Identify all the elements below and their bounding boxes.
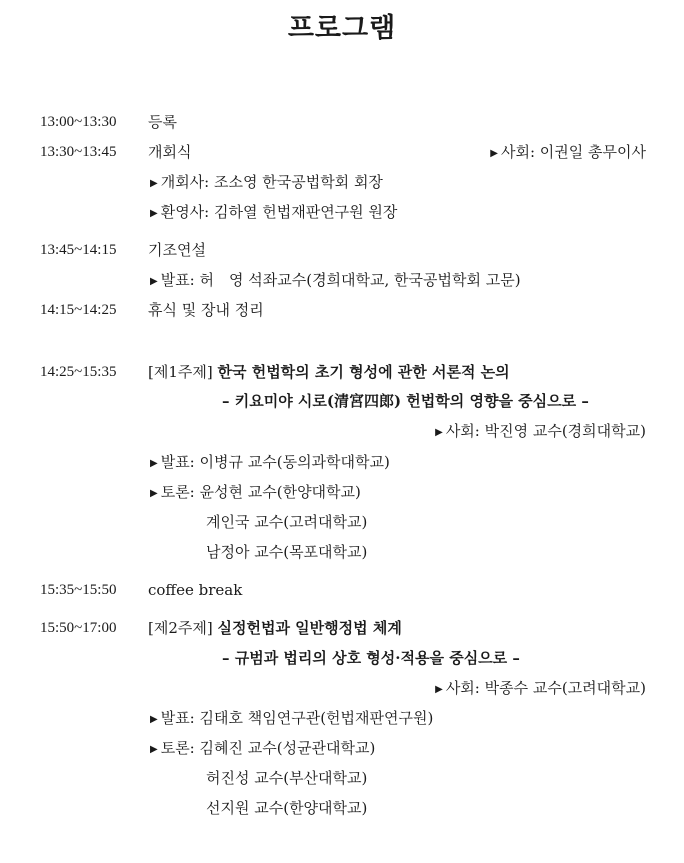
session-label: [제2주제] bbox=[148, 619, 213, 637]
bullet-triangle-icon: ▶ bbox=[150, 744, 158, 755]
discussant-line bbox=[150, 738, 375, 760]
bullet-triangle-icon: ▶ bbox=[150, 208, 158, 219]
speech-line bbox=[150, 202, 397, 224]
host-text: 사회: 박종수 교수(고려대학교) bbox=[445, 679, 646, 697]
discussant-line: 허진성 교수(부산대학교) bbox=[206, 769, 368, 787]
time-slot: 14:15~14:25 bbox=[40, 302, 117, 318]
bullet-triangle-icon: ▶ bbox=[150, 714, 158, 725]
event-break: 휴식 및 장내 정리 bbox=[148, 301, 264, 319]
session-subtitle: – 키요미야 시로(清宮四郎) 헌법학의 영향을 중심으로 – bbox=[222, 392, 589, 410]
session-title: 한국 헌법학의 초기 형성에 관한 서론적 논의 bbox=[217, 363, 510, 381]
discussant-line: 남정아 교수(목포대학교) bbox=[206, 543, 368, 561]
bullet-triangle-icon: ▶ bbox=[490, 148, 498, 159]
event-coffee-break: coffee break bbox=[148, 581, 243, 599]
event-registration: 등록 bbox=[148, 113, 177, 131]
host-line bbox=[435, 678, 646, 700]
speech-text: 개회사: 조소영 한국공법학회 회장 bbox=[160, 173, 383, 191]
presenter-line bbox=[150, 452, 390, 474]
discussant-line: 계인국 교수(고려대학교) bbox=[206, 513, 368, 531]
page-title: 프로그램 bbox=[287, 13, 397, 44]
speech-text: 환영사: 김하열 헌법재판연구원 원장 bbox=[160, 203, 398, 221]
discussant-text: 토론: 윤성현 교수(한양대학교) bbox=[160, 483, 361, 501]
host-line bbox=[435, 421, 646, 443]
presenter-text: 발표: 이병규 교수(동의과학대학교) bbox=[160, 453, 390, 471]
session-subtitle: – 규범과 법리의 상호 형성·적용을 중심으로 – bbox=[222, 649, 520, 667]
time-slot: 14:25~15:35 bbox=[40, 364, 117, 380]
presenter-text: 발표: 허 영 석좌교수(경희대학교, 한국공법학회 고문) bbox=[160, 271, 521, 289]
session-label: [제1주제] bbox=[148, 363, 213, 381]
time-slot: 13:30~13:45 bbox=[40, 144, 117, 160]
time-slot: 15:50~17:00 bbox=[40, 620, 117, 636]
host-line bbox=[490, 142, 646, 164]
time-slot: 15:35~15:50 bbox=[40, 582, 117, 598]
session-heading bbox=[148, 362, 510, 382]
event-opening: 개회식 bbox=[148, 143, 192, 161]
bullet-triangle-icon: ▶ bbox=[150, 178, 158, 189]
host-text: 사회: 이권일 총무이사 bbox=[500, 143, 646, 161]
presenter-text: 발표: 김태호 책임연구관(헌법재판연구원) bbox=[160, 709, 434, 727]
discussant-line: 선지원 교수(한양대학교) bbox=[206, 799, 368, 817]
speech-line bbox=[150, 172, 383, 194]
session-title: 실정헌법과 일반행정법 체계 bbox=[217, 619, 402, 637]
discussant-line bbox=[150, 482, 361, 504]
host-text: 사회: 박진영 교수(경희대학교) bbox=[445, 422, 646, 440]
bullet-triangle-icon: ▶ bbox=[150, 276, 158, 287]
event-keynote: 기조연설 bbox=[148, 241, 206, 259]
bullet-triangle-icon: ▶ bbox=[150, 488, 158, 499]
presenter-line bbox=[150, 708, 433, 730]
time-slot: 13:45~14:15 bbox=[40, 242, 117, 258]
bullet-triangle-icon: ▶ bbox=[435, 427, 443, 438]
time-slot: 13:00~13:30 bbox=[40, 114, 117, 130]
discussant-text: 토론: 김혜진 교수(성균관대학교) bbox=[160, 739, 376, 757]
presenter-line bbox=[150, 270, 521, 292]
bullet-triangle-icon: ▶ bbox=[150, 458, 158, 469]
bullet-triangle-icon: ▶ bbox=[435, 684, 443, 695]
session-heading bbox=[148, 618, 402, 638]
